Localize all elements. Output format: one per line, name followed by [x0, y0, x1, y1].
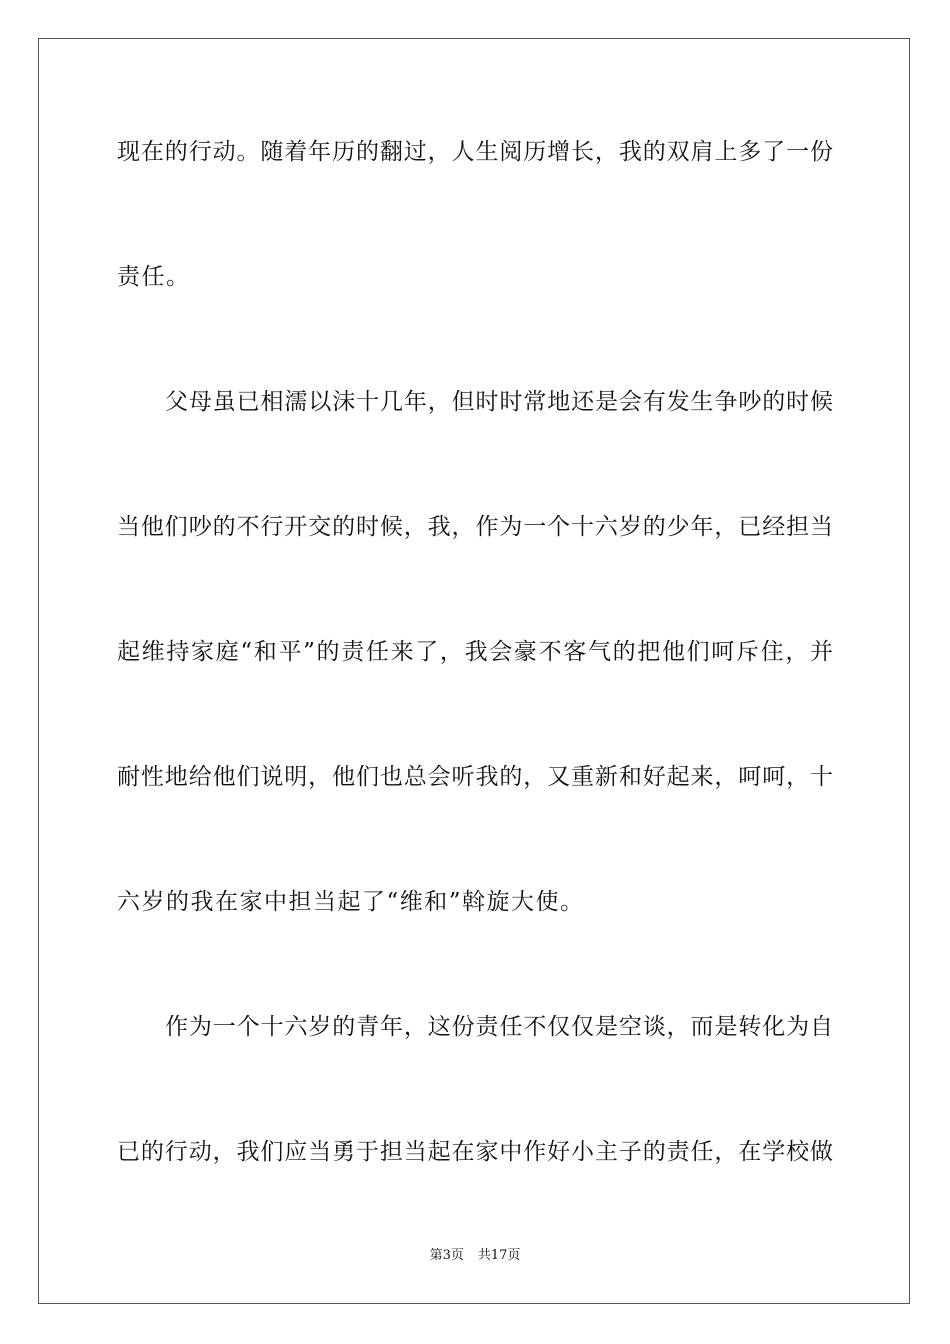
text-line-9: 已的行动，我们应当勇于担当起在家中作好小主子的责任，在学校做 [117, 1139, 833, 1165]
text-line-1: 现在的行动。随着年历的翻过，人生阅历增长，我的双肩上多了一份 [117, 139, 833, 165]
page-total: 共17页 [477, 1248, 521, 1263]
text-line-5: 起维持家庭“和平”的责任来了，我会豪不客气的把他们呵斥住，并 [117, 639, 833, 665]
text-line-4: 当他们吵的不行开交的时候，我，作为一个十六岁的少年，已经担当 [117, 514, 833, 540]
text-line-8: 作为一个十六岁的青年，这份责任不仅仅是空谈，而是转化为自 [165, 1014, 833, 1040]
text-line-2: 责任。 [117, 264, 191, 290]
text-line-7: 六岁的我在家中担当起了“维和”斡旋大使。 [117, 889, 585, 915]
page-border [38, 38, 910, 1304]
page-footer [0, 1248, 950, 1264]
text-line-3: 父母虽已相濡以沫十几年，但时时常地还是会有发生争吵的时候 [165, 389, 833, 415]
text-line-6: 耐性地给他们说明，他们也总会听我的，又重新和好起来，呵呵，十 [117, 764, 833, 790]
page-number: 第3页 [429, 1248, 464, 1263]
